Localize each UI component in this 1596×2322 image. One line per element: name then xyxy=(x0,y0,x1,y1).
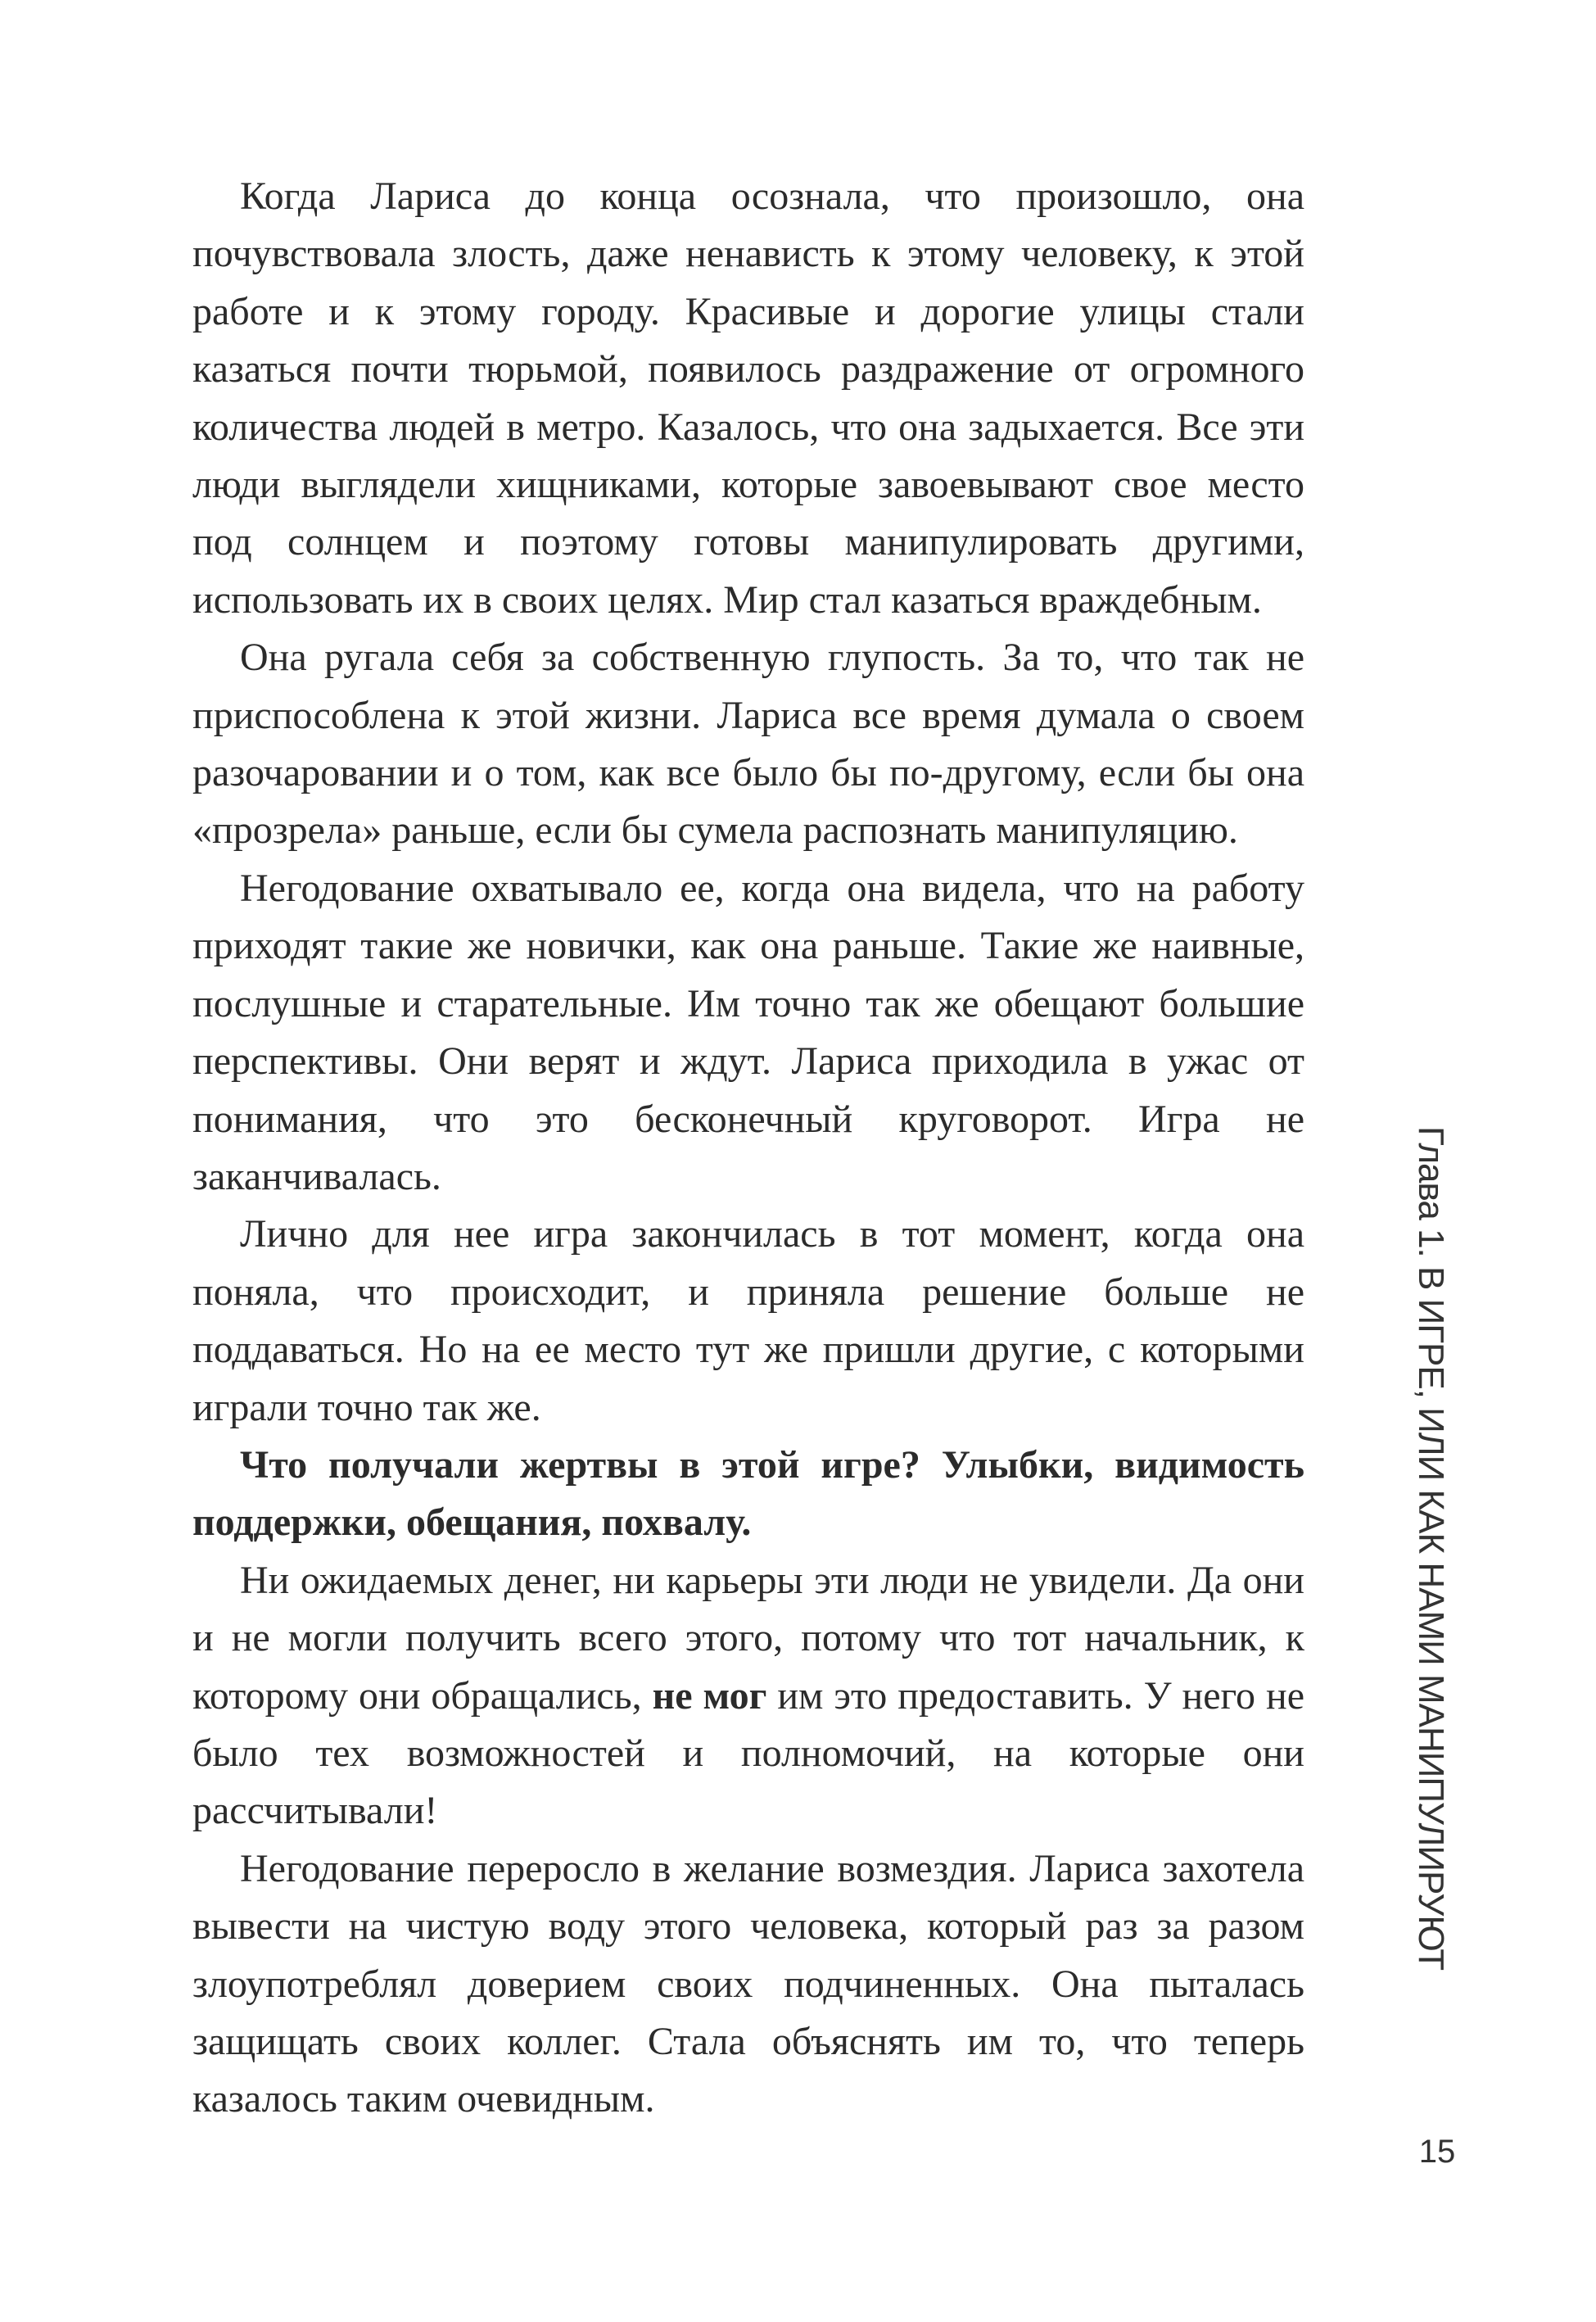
paragraph-text-bold: Что получали жертвы в этой игре? Улыбки, видимость поддержки, обещания, похвалу. xyxy=(192,1442,1304,1545)
page-number: 15 xyxy=(1418,2134,1456,2170)
paragraph xyxy=(192,629,1304,860)
body-text xyxy=(192,168,1304,2129)
paragraph-text: Негодование охватывало ее, когда она видела, что на работу приходят такие же новички, как она раньше. Такие же наивные, послушные и старательные. Им точно так же обещают большие перспективы. Они верят и ждут. Лариса приходила в ужас от понимания, что это бесконечный круговорот. Игра не заканчивалась. xyxy=(192,866,1304,1198)
paragraph xyxy=(192,1206,1304,1437)
paragraph-text: Она ругала себя за собственную глупость. За то, что так не приспособлена к этой жизни. Лариса все время думала о своем разочаровании и о том, как все было бы по-другому, если бы она «прозрела» раньше, если бы сумела распознать манипуляцию. xyxy=(192,636,1304,853)
running-header xyxy=(1410,1106,1459,1990)
bold-paragraph xyxy=(192,1437,1304,1552)
paragraph xyxy=(192,168,1304,629)
paragraph xyxy=(192,1840,1304,2129)
paragraph-text: Лично для нее игра закончилась в тот момент, когда она поняла, что происходит, и приняла решение больше не поддаваться. Но на ее место тут же пришли другие, с которыми играли точно так же. xyxy=(192,1212,1304,1429)
paragraph xyxy=(192,1552,1304,1840)
paragraph xyxy=(192,860,1304,1206)
paragraph-text: Ни ожидаемых денег, ни карьеры эти люди не увидели. Да они и не могли получить всего этого, потому что тот начальник, к которому они обращались, xyxy=(192,1558,1304,1718)
paragraph-text: Негодование переросло в желание возмездия. Лариса захотела вывести на чистую воду этого человека, который раз за разом злоупотреблял доверием своих подчиненных. Она пыталась защищать своих коллег. Стала объяснять им то, что теперь казалось таким очевидным. xyxy=(192,1846,1304,2121)
emphasis-text: не мог xyxy=(652,1673,767,1718)
paragraph-text: Когда Лариса до конца осознала, что произошло, она почувствовала злость, даже ненависть к этому человеку, к этой работе и к этому городу. Красивые и дорогие улицы стали казаться почти тюрьмой, появилось раздражение от огромного количества людей в метро. Казалось, что она задыхается. Все эти люди выглядели хищниками, которые завоевывают свое место под солнцем и поэтому готовы манипулировать другими, использовать их в своих целях. Мир стал казаться враждебным. xyxy=(192,174,1304,622)
paragraph-text: им это предоставить. У него не было тех возможностей и полномочий, на которые они рассчитывали! xyxy=(192,1673,1304,1833)
running-header-text: Глава 1. В ИГРЕ, ИЛИ КАК НАМИ МАНИПУЛИРУЮТ xyxy=(1411,1125,1451,1971)
